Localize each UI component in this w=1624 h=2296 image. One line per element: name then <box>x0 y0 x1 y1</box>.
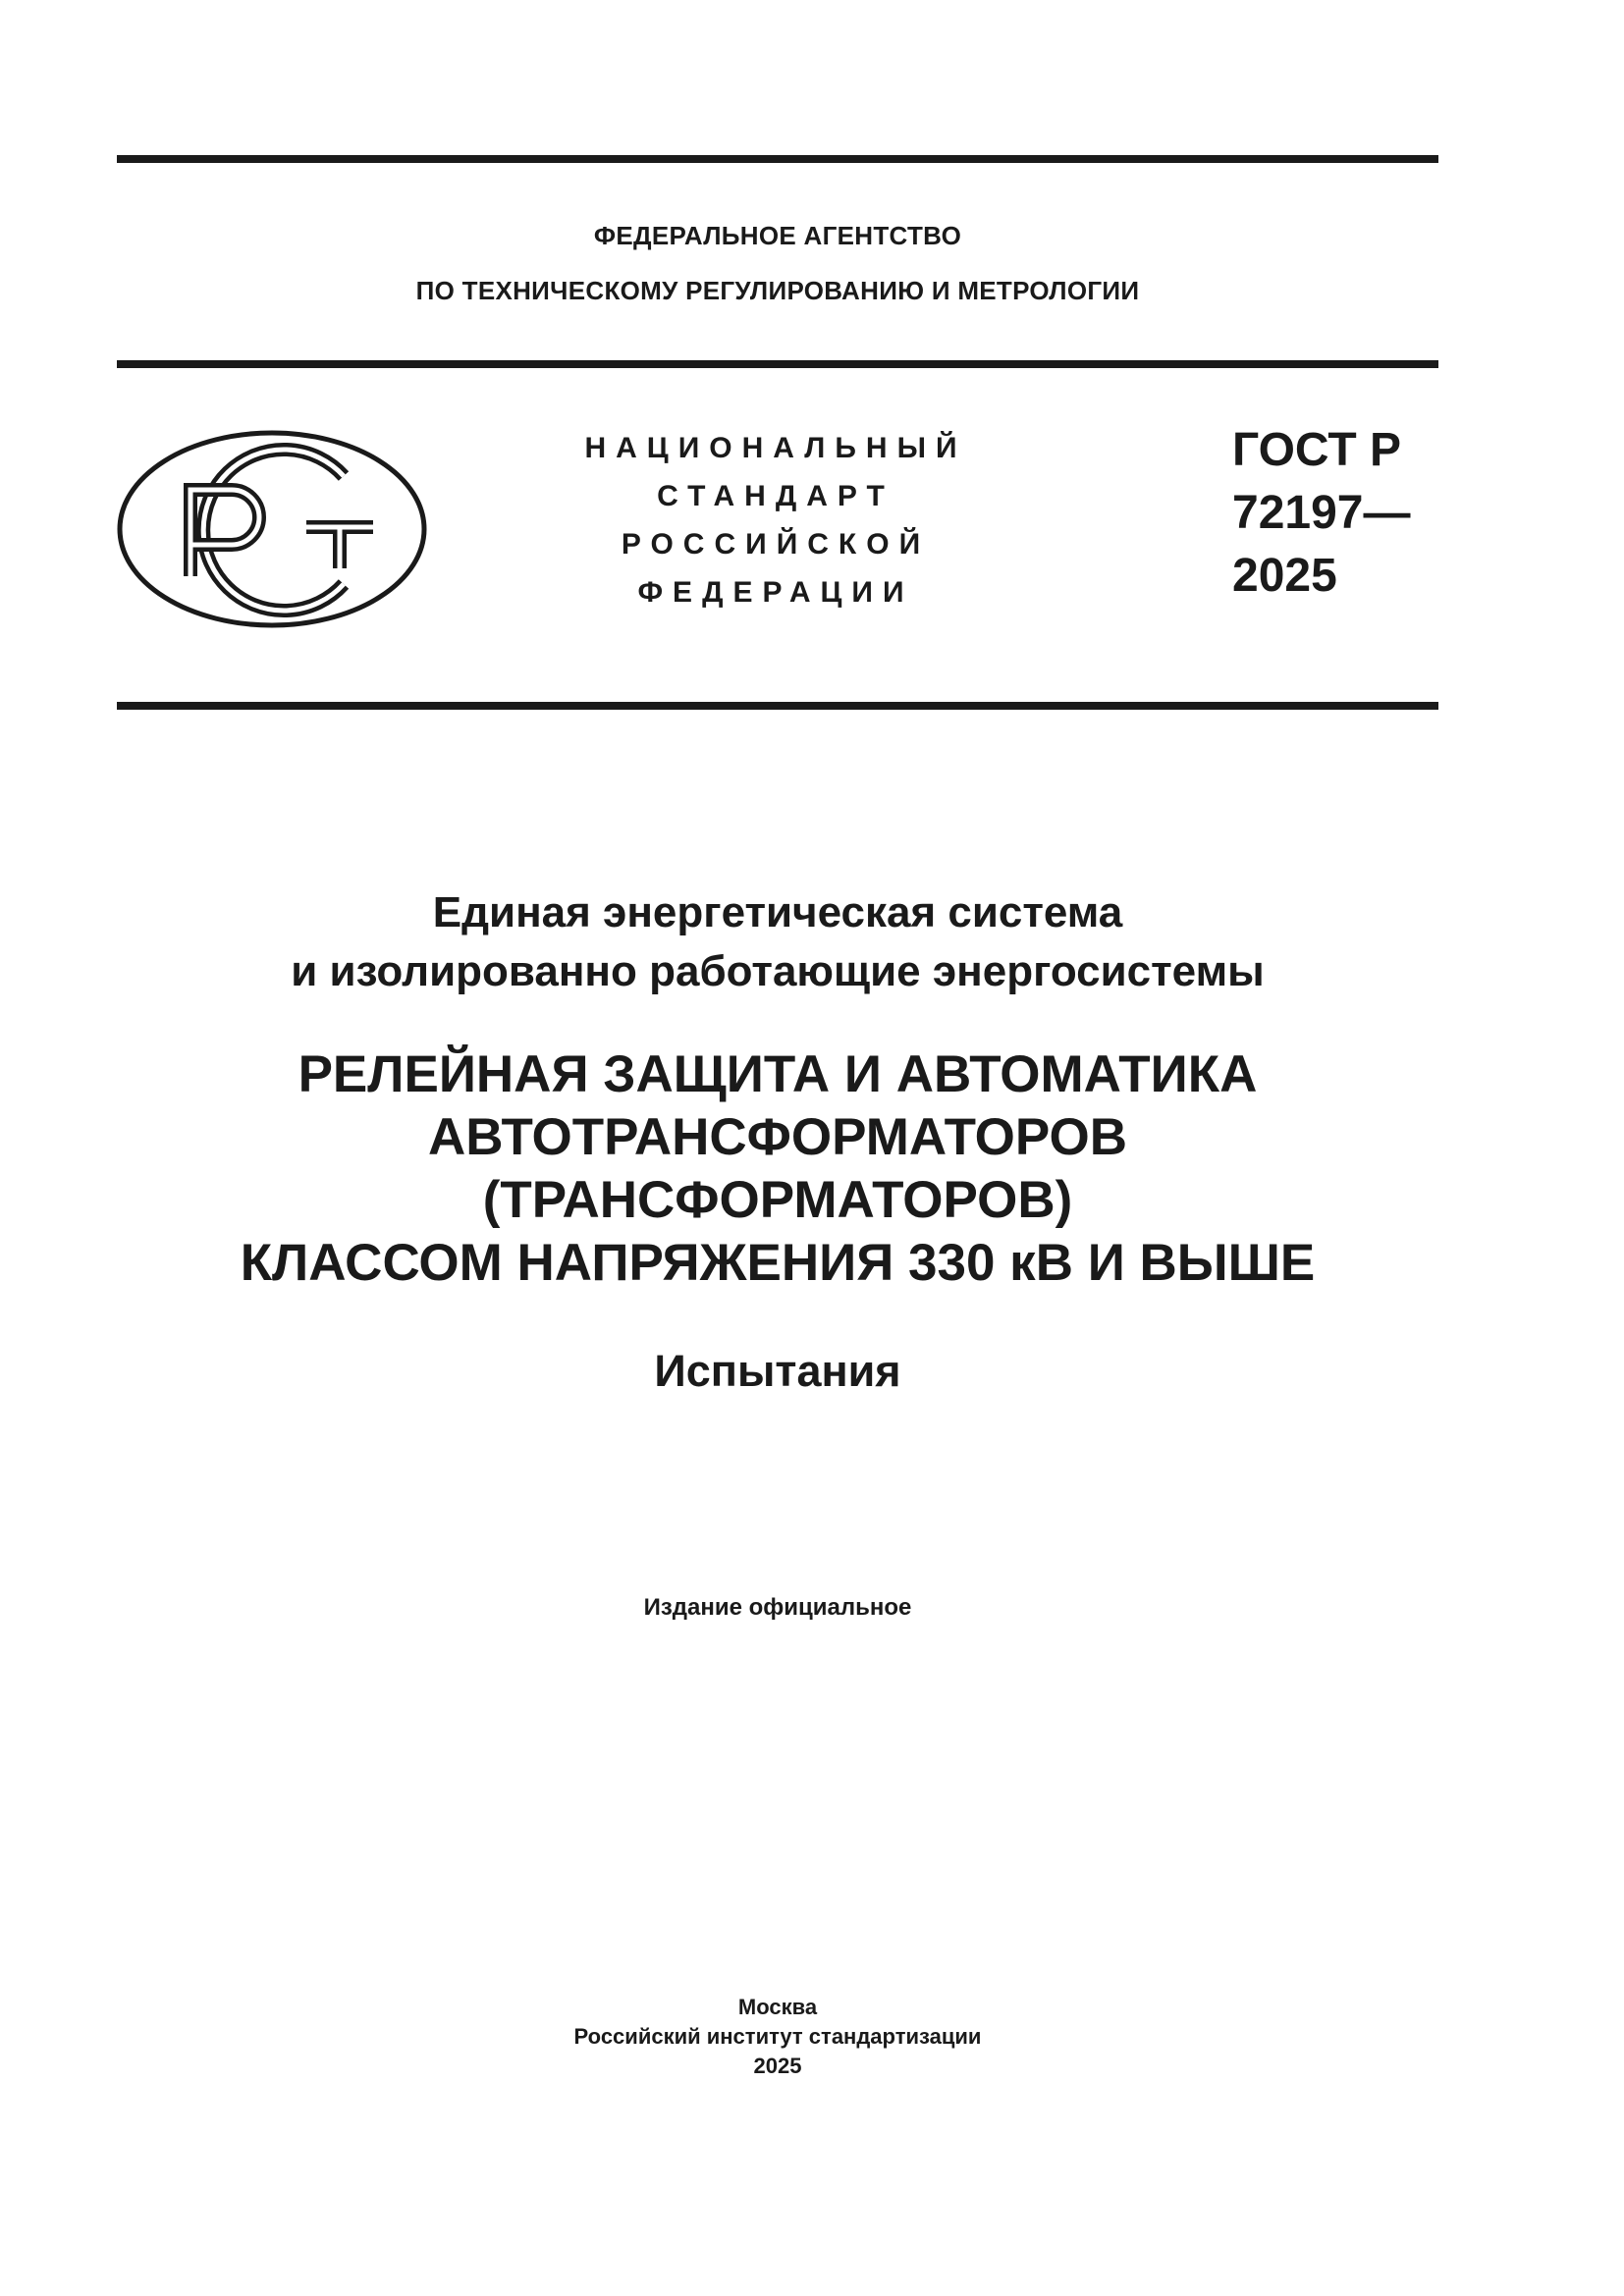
series-title-line2: и изолированно работающие энергосистемы <box>291 947 1265 995</box>
imprint-year: 2025 <box>753 2054 802 2078</box>
edition-note: Издание официальное <box>643 1594 912 1621</box>
series-title-line1: Единая энергетическая система <box>432 888 1123 936</box>
top-rule <box>117 155 1438 163</box>
title-line: (ТРАНСФОРМАТОРОВ) <box>482 1171 1073 1229</box>
standard-designation <box>1232 419 1448 608</box>
imprint-publisher: Российский институт стандартизации <box>573 2024 982 2049</box>
designation-line: ГОСТ Р <box>1232 424 1402 476</box>
standard-type <box>550 424 1001 616</box>
title-line: АВТОТРАНСФОРМАТОРОВ <box>427 1108 1128 1166</box>
standard-type-line: ФЕДЕРАЦИИ <box>637 576 914 609</box>
standard-type-line: РОССИЙСКОЙ <box>621 528 931 561</box>
designation-line: 72197— <box>1232 487 1411 539</box>
standard-type-line: СТАНДАРТ <box>657 480 894 512</box>
agency-name: ФЕДЕРАЛЬНОЕ АГЕНТСТВО <box>593 221 962 250</box>
title-line: КЛАССОМ НАПРЯЖЕНИЯ 330 кВ И ВЫШЕ <box>240 1234 1316 1292</box>
document-title <box>117 1043 1438 1295</box>
header-divider <box>117 360 1438 368</box>
agency-subtitle: ПО ТЕХНИЧЕСКОМУ РЕГУЛИРОВАНИЮ И МЕТРОЛОГИИ <box>415 276 1140 305</box>
designation-line: 2025 <box>1232 550 1337 602</box>
logo-divider <box>117 702 1438 710</box>
title-line: РЕЛЕЙНАЯ ЗАЩИТА И АВТОМАТИКА <box>298 1045 1258 1103</box>
rst-logo-icon <box>116 429 428 629</box>
document-subtitle: Испытания <box>654 1346 901 1396</box>
imprint-city: Москва <box>737 1995 818 2019</box>
standard-type-line: НАЦИОНАЛЬНЫЙ <box>584 432 967 464</box>
imprint <box>117 1993 1438 2081</box>
